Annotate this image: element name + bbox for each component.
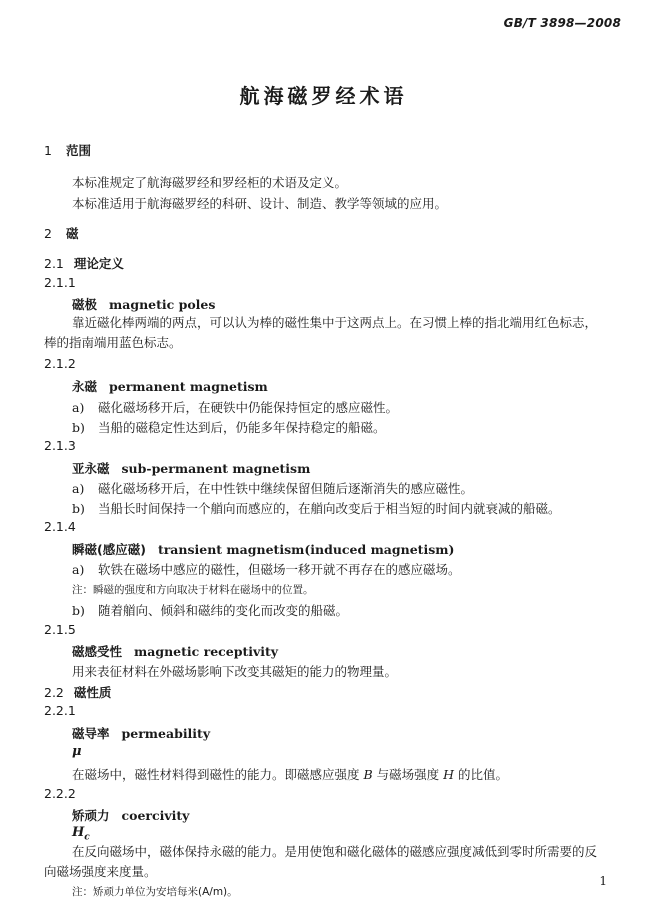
subsection-2-1-heading: [44, 254, 124, 272]
item-text: 随着艏向、倾斜和磁纬的变化而改变的船磁。: [98, 603, 349, 618]
note-text: 注：矫顽力单位为安培每米(A/m)。: [72, 886, 238, 898]
list-item-b: [72, 499, 561, 517]
entry-number-2-1-5: 2.1.5: [44, 622, 76, 637]
definition-text: 的比值。: [454, 767, 509, 782]
term-magnetic-poles: [72, 295, 215, 313]
list-item-b: [72, 418, 386, 436]
note-text: 注：瞬磁的强度和方向取决于材料在磁场中的位置。: [72, 584, 314, 596]
item-label: b): [72, 603, 85, 618]
entry-number-2-1-2: 2.1.2: [44, 356, 76, 371]
entry-number-2-1-4: 2.1.4: [44, 519, 76, 534]
item-label: a): [72, 562, 85, 577]
term-zh: 磁导率: [72, 726, 110, 741]
term-transient-magnetism: [72, 540, 454, 558]
term-zh: 瞬磁(感应磁): [72, 542, 146, 557]
item-text: 当船的磁稳定性达到后，仍能多年保持稳定的船磁。: [98, 420, 386, 435]
term-zh: 永磁: [72, 379, 98, 394]
term-en: permanent magnetism: [109, 379, 268, 394]
subsection-title: 磁性质: [73, 685, 112, 700]
definition-magnetic-receptivity: 用来表征材料在外磁场影响下改变其磁矩的能力的物理量。: [72, 664, 398, 679]
term-en: transient magnetism(induced magnetism): [157, 542, 455, 557]
item-label: b): [72, 501, 85, 516]
definition-magnetic-poles: 靠近磁化棒两端的两点，可以认为棒的磁性集中于这两点上。在习惯上棒的指北端用红色标志，棒的指南端用蓝色标志。: [44, 315, 598, 350]
term-zh: 磁感受性: [72, 644, 123, 659]
term-magnetic-receptivity: [72, 642, 278, 660]
symbol-letter: H: [72, 825, 85, 840]
section-number: 1: [44, 143, 52, 158]
item-text: 磁化磁场移开后，在中性铁中继续保留但随后逐渐消失的感应磁性。: [98, 481, 474, 496]
entry-number-2-1-1: 2.1.1: [44, 275, 76, 290]
list-item-a: [72, 560, 461, 578]
subsection-number: 2.2: [44, 685, 64, 700]
entry-number-2-1-3: 2.1.3: [44, 438, 76, 453]
definition-text: 在磁场中，磁性材料得到磁性的能力。即磁感应强度: [72, 767, 364, 782]
item-label: a): [72, 400, 85, 415]
definition-text: 与磁场强度: [372, 767, 444, 782]
list-item-a: [72, 398, 398, 416]
section-title: 范围: [66, 143, 92, 158]
term-permeability: [72, 724, 210, 742]
definition-coercivity: 在反向磁场中，磁体保持永磁的能力。是用使饱和磁化磁体的磁感应强度减低到零时所需要的反向磁场强度来度量。: [44, 844, 598, 879]
scope-paragraph-1: 本标准规定了航海磁罗经和罗经柜的术语及定义。: [72, 175, 348, 190]
item-text: 磁化磁场移开后，在硬铁中仍能保持恒定的感应磁性。: [98, 400, 399, 415]
subsection-number: 2.1: [44, 256, 64, 271]
term-zh: 矫顽力: [72, 808, 110, 823]
symbol-subscript: c: [84, 832, 90, 843]
list-item-b: [72, 601, 348, 619]
section-number: 2: [44, 226, 52, 241]
section-2-heading: [44, 224, 79, 242]
term-coercivity: [72, 806, 189, 824]
item-text: 当船长时间保持一个艏向而感应的，在艏向改变后于相当短的时间内就衰减的船磁。: [98, 501, 561, 516]
entry-number-2-2-1: 2.2.1: [44, 703, 76, 718]
symbol-hc: [72, 825, 90, 843]
section-title: 磁: [66, 226, 79, 241]
term-en: sub-permanent magnetism: [121, 461, 311, 476]
subsection-2-2-heading: [44, 683, 111, 701]
term-sub-permanent-magnetism: [72, 459, 310, 477]
item-label: b): [72, 420, 85, 435]
subsection-title: 理论定义: [73, 256, 124, 271]
scope-paragraph-2: 本标准适用于航海磁罗经的科研、设计、制造、教学等领域的应用。: [72, 196, 448, 211]
page-number: 1: [599, 874, 607, 888]
term-permanent-magnetism: [72, 377, 268, 395]
section-1-heading: [44, 141, 91, 159]
term-en: permeability: [121, 726, 211, 741]
variable-h: H: [443, 767, 455, 782]
standard-number: GB/T 3898—2008: [503, 16, 621, 30]
term-en: magnetic poles: [109, 297, 216, 312]
term-en: coercivity: [121, 808, 190, 823]
term-en: magnetic receptivity: [134, 644, 279, 659]
entry-number-2-2-2: 2.2.2: [44, 786, 76, 801]
symbol-mu: μ: [72, 744, 82, 759]
definition-permeability: [72, 765, 508, 783]
term-zh: 磁极: [72, 297, 98, 312]
item-text: 软铁在磁场中感应的磁性，但磁场一移开就不再存在的感应磁场。: [98, 562, 461, 577]
list-item-a: [72, 479, 473, 497]
variable-b: B: [363, 767, 373, 782]
term-zh: 亚永磁: [72, 461, 110, 476]
document-title: 航海磁罗经术语: [239, 84, 408, 108]
item-label: a): [72, 481, 85, 496]
